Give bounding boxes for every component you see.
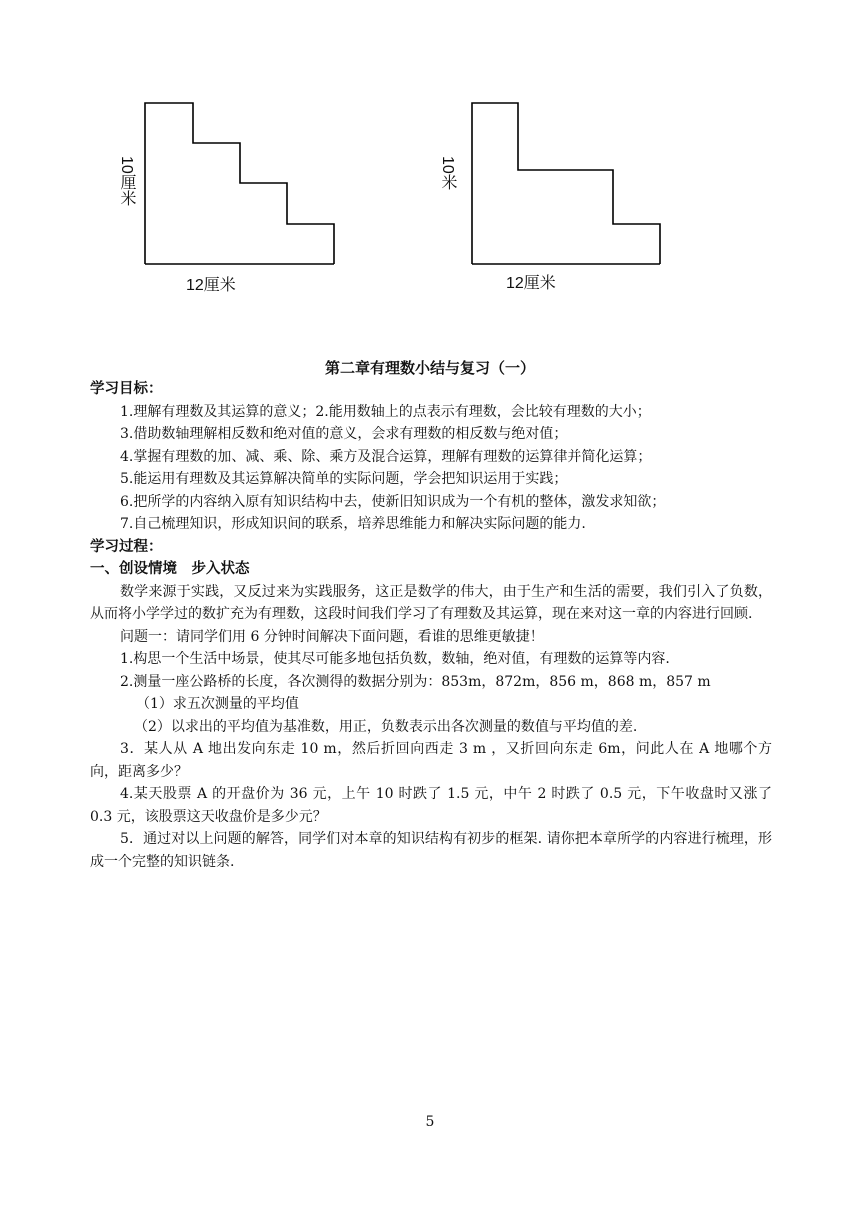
goal-item-4: 5.能运用有理数及其运算解决简单的实际问题，学会把知识运用于实践； <box>120 471 568 487</box>
right-height-number: 10 <box>439 156 456 174</box>
left-height-unit: 厘米 <box>118 173 135 206</box>
left-height-label <box>118 156 134 206</box>
goal-item-1: 1.理解有理数及其运算的意义；2.能用数轴上的点表示有理数，会比较有理数的大小； <box>120 403 651 420</box>
section-one-heading: 一、创设情境 步入状态 <box>90 561 250 577</box>
problem-2: 2.测量一座公路桥的长度，各次测得的数据分别为：853m，872m，856 m，868 m，857 m <box>120 673 711 690</box>
problem-1: 1.构思一个生活中场景，使其尽可能多地包括负数，数轴，绝对值，有理数的运算等内容. <box>120 651 670 667</box>
problem-3: 3．某人从 A 地出发向东走 10 m，然后折回向西走 3 m ，又折回向东走 6m，问此人在 A 地哪个方向，距离多少？ <box>90 741 772 780</box>
page-number: 5 <box>425 1114 435 1130</box>
process-heading: 学习过程： <box>90 538 163 555</box>
left-height-number: 10 <box>118 156 135 174</box>
goal-item-5: 6.把所学的内容纳入原有知识结构中去，使新旧知识成为一个有机的整体，激发求知欲； <box>120 493 666 510</box>
question-one: 问题一：请同学们用 6 分钟时间解决下面问题，看谁的思维更敏捷！ <box>120 628 544 645</box>
right-staircase-shape <box>472 103 660 264</box>
left-width-label: 12厘米 <box>186 277 236 294</box>
left-staircase-shape <box>145 103 334 264</box>
problem-2-part-2: （2）以求出的平均值为基准数，用正，负数表示出各次测量的数值与平均值的差. <box>134 718 638 735</box>
chapter-title: 第二章有理数小结与复习（一） <box>324 359 535 377</box>
goals-heading: 学习目标： <box>90 381 163 397</box>
right-height-unit: 米 <box>439 173 456 190</box>
problem-4: 4.某天股票 A 的开盘价为 36 元，上午 10 时跌了 1.5 元，中午 2 时跌了 0.5 元，下午收盘时又涨了 0.3 元，该股票这天收盘价是多少元？ <box>90 786 772 825</box>
goal-item-3: 4.掌握有理数的加、减、乘、除、乘方及混合运算，理解有理数的运算律并简化运算； <box>120 448 652 465</box>
right-height-label <box>439 156 455 190</box>
goal-item-6: 7.自己梳理知识，形成知识间的联系，培养思维能力和解决实际问题的能力. <box>120 516 586 532</box>
document-body <box>90 378 772 873</box>
problem-5: 5．通过对以上问题的解答，同学们对本章的知识结构有初步的框架. 请你把本章所学的内容进行梳理，形成一个完整的知识链条. <box>90 831 772 870</box>
goal-item-2: 3.借助数轴理解相反数和绝对值的意义，会求有理数的相反数与绝对值； <box>120 426 568 442</box>
right-width-label: 12厘米 <box>506 275 556 292</box>
problem-2-part-1: （1）求五次测量的平均值 <box>136 696 299 712</box>
intro-paragraph: 数学来源于实践，又反过来为实践服务，这正是数学的伟大，由于生产和生活的需要，我们引入了负数，从而将小学学过的数扩充为有理数，这段时间我们学习了有理数及其运算，现在来对这一章的内容进行回顾. <box>90 583 772 622</box>
